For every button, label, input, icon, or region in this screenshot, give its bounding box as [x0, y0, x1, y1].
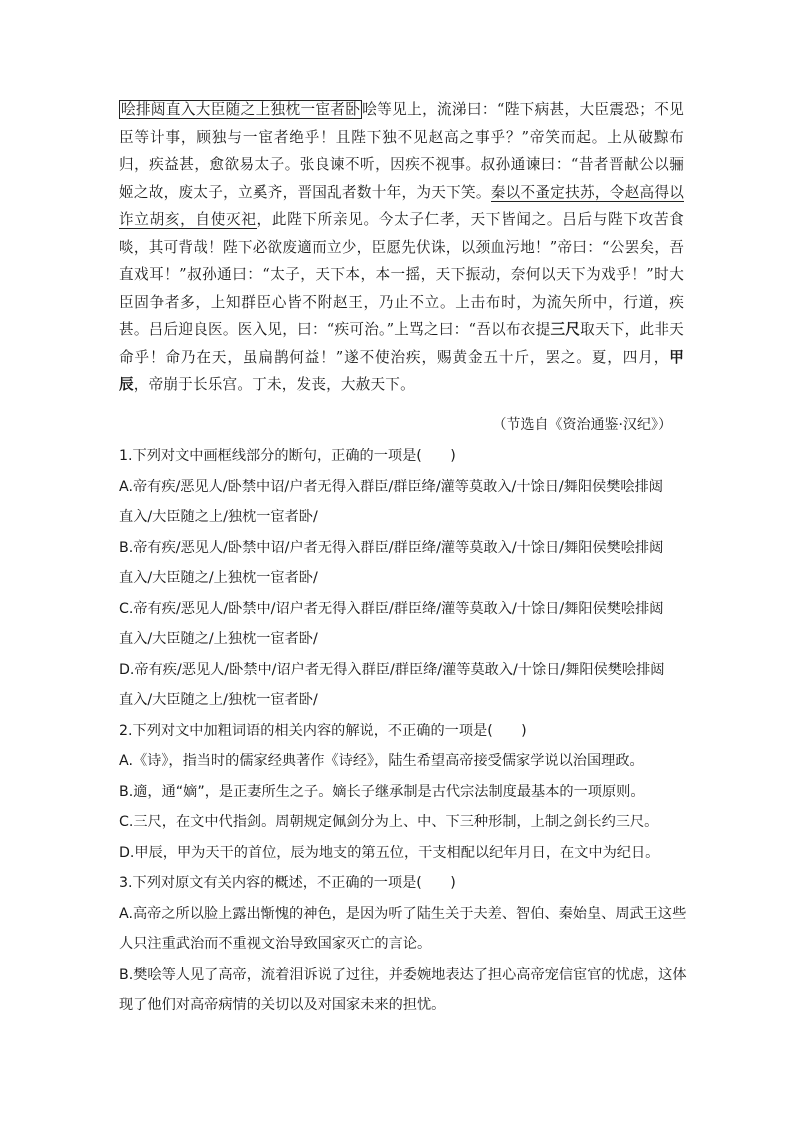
question-3-option-a: A.高帝之所以脸上露出惭愧的神色，是因为听了陆生关于夫差、智伯、秦始皇、周武王这些	[119, 905, 687, 922]
question-2-option-a: A.《诗》，指当时的儒家经典著作《诗经》，陆生希望高帝接受儒家学说以治国理政。	[119, 753, 644, 769]
classical-passage	[119, 96, 684, 399]
question-1-stem: 1.下列对文中画框线部分的断句，正确的一项是( )	[119, 448, 456, 464]
question-2-stem: 2.下列对文中加粗词语的相关内容的解说，不正确的一项是( )	[119, 722, 527, 739]
question-1-option-d: D.帝有疾/恶见人/卧禁中/诏户者无得入群臣/群臣绛/灌等莫敢入/十馀日/舞阳侯樊哙排闼	[119, 661, 665, 678]
passage-text-2: ，此陛下所亲见。今太子仁孝，天下皆闻之。吕后与陛下攻苦食啖，其可背哉！陛下必欲废適而立少，臣愿先伏诛，以颈血污地！”帝曰：“公罢矣，吾直戏耳！”叔孙通曰：“太子，天下本，本一摇，天下振动，奈何以天下为戏乎！”时大臣固争者多，上知群臣心皆不附赵王，乃止不立。上击布时，为流矢所中，行道，疾甚。吕后迎良医。医入见，曰：“疾可治。”上骂之曰：“吾以布衣提	[119, 211, 684, 338]
underlined-sentence: 秦以不蚤定扶苏，令赵高得以诈立胡亥，自使灭祀	[119, 183, 684, 228]
source-citation: （节选自《资治通鉴·汉纪》）	[492, 417, 672, 433]
question-2-option-b: B.適，通“嫡”，是正妻所生之子。嫡长子继承制是古代宗法制度最基本的一项原则。	[119, 783, 645, 800]
question-3-option-a-cont: 人只注重武治而不重视文治导致国家灭亡的言论。	[119, 936, 432, 952]
passage-text-1: 哙等见上，流涕曰：“陛下病甚，大臣震恐；不见臣等计事，顾独与一宦者绝乎！且陛下独不见赵高之事乎？”帝笑而起。上从破黥布归，疾益甚，愈欲易太子。张良谏不听，因疾不视事。叔孙通谏曰：“昔者晋献公以骊姬之故，废太子，立奚齐，晋国乱者数十年，为天下笑。	[119, 101, 684, 201]
question-1-option-c-cont: 直入/大臣随之/上独枕一宦者卧/	[119, 631, 318, 647]
bold-term-sanchi: 三尺	[550, 321, 581, 338]
question-3-option-b-cont: 现了他们对高帝病情的关切以及对国家未来的担忧。	[119, 997, 446, 1013]
question-2-option-c: C.三尺，在文中代指剑。周朝规定佩剑分为上、中、下三种形制，上制之剑长约三尺。	[119, 814, 659, 830]
question-1-option-b: B.帝有疾/恶见人/卧禁中诏/户者无得入群臣/群臣绛/灌等莫敢入/十馀日/舞阳侯樊哙排闼	[119, 539, 664, 556]
question-list	[119, 441, 699, 1021]
question-1-option-b-cont: 直入/大臣随之/上独枕一宦者卧/	[119, 570, 318, 586]
question-1-option-c: C.帝有疾/恶见人/卧禁中/诏户者无得入群臣/群臣绛/灌等莫敢入/十馀日/舞阳侯樊哙排闼	[119, 600, 664, 617]
passage-text-3: 取天下，此非天命乎！命乃在天，虽扁鹊何益！”遂不使治疾，赐黄金五十斤，罢之。夏，四月，	[119, 321, 684, 366]
question-3-stem: 3.下列对原文有关内容的概述，不正确的一项是( )	[119, 875, 456, 891]
boxed-sentence: 哙排闼直入大臣随之上独枕一宦者卧	[121, 101, 361, 118]
bold-term-jiachen: 甲辰	[119, 348, 684, 393]
passage-text-4: ，帝崩于长乐宫。丁未，发丧，大赦天下。	[133, 376, 415, 393]
question-1-option-a-cont: 直入/大臣随之上/独枕一宦者卧/	[119, 509, 318, 525]
question-2-option-d: D.甲辰，甲为天干的首位，辰为地支的第五位，干支相配以纪年月日，在文中为纪日。	[119, 844, 660, 861]
question-1-option-d-cont: 直入/大臣随之上/独枕一宦者卧/	[119, 692, 318, 708]
question-3-option-b: B.樊哙等人见了高帝，流着泪诉说了过往，并委婉地表达了担心高帝宠信宦官的忧虑，这体	[119, 966, 687, 983]
question-1-option-a: A.帝有疾/恶见人/卧禁中诏/户者无得入群臣/群臣绛/灌等莫敢入/十馀日/舞阳侯樊哙排闼	[119, 478, 663, 495]
